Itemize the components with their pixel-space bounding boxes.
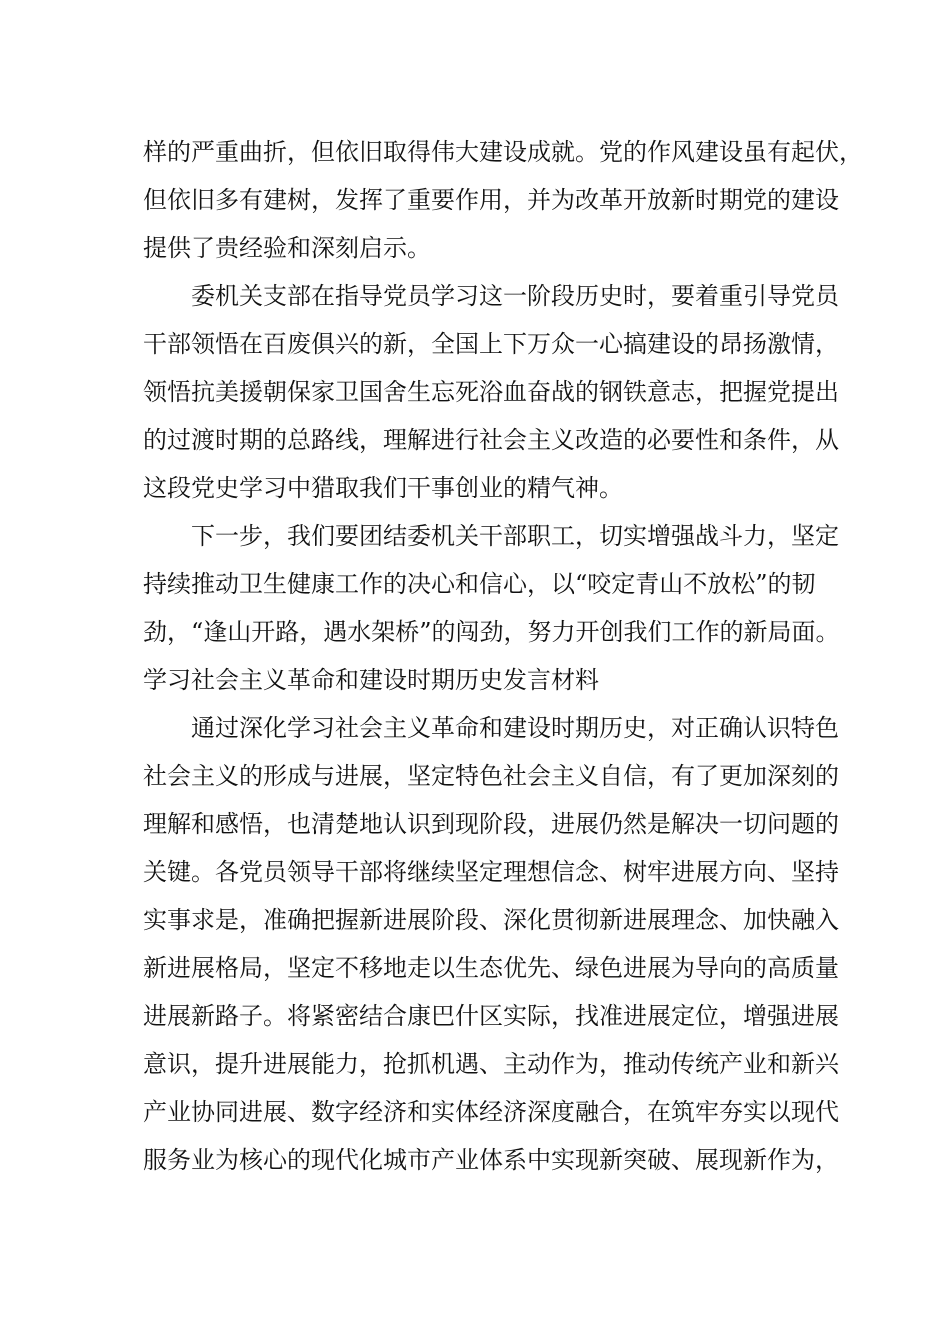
text-line: 实事求是，准确把握新进展阶段、深化贯彻新进展理念、加快融入 <box>143 906 839 934</box>
text-line: 样的严重曲折，但依旧取得伟大建设成就。党的作风建设虽有起伏， <box>143 138 863 166</box>
text-line: 进展新路子。将紧密结合康巴什区实际，找准进展定位，增强进展 <box>143 1002 839 1030</box>
text-line: 理解和感悟，也清楚地认识到现阶段，进展仍然是解决一切问题的 <box>143 810 839 838</box>
text-line: 的过渡时期的总路线，理解进行社会主义改造的必要性和条件，从 <box>143 426 839 454</box>
paragraph-first-line: 通过深化学习社会主义革命和建设时期历史，对正确认识特色 <box>191 714 839 742</box>
text-line: 新进展格局，坚定不移地走以生态优先、绿色进展为导向的高质量 <box>143 954 839 982</box>
text-line: 领悟抗美援朝保家卫国舍生忘死浴血奋战的钢铁意志，把握党提出 <box>143 378 839 406</box>
text-line: 社会主义的形成与进展，坚定特色社会主义自信，有了更加深刻的 <box>143 762 839 790</box>
text-line: 持续推动卫生健康工作的决心和信心，以“咬定青山不放松”的韧 <box>143 570 816 598</box>
text-line: 关键。各党员领导干部将继续坚定理想信念、树牢进展方向、坚持 <box>143 858 839 886</box>
text-line: 干部领悟在百废俱兴的新，全国上下万众一心搞建设的昂扬激情， <box>143 330 839 358</box>
text-line: 这段党史学习中猎取我们干事创业的精气神。 <box>143 474 623 502</box>
document-body <box>143 128 863 1184</box>
text-line: 但依旧多有建树，发挥了重要作用，并为改革开放新时期党的建设 <box>143 186 839 214</box>
paragraph-first-line: 委机关支部在指导党员学习这一阶段历史时，要着重引导党员 <box>191 282 839 310</box>
paragraph-first-line: 下一步，我们要团结委机关干部职工，切实增强战斗力，坚定 <box>191 522 839 550</box>
text-line: 劲，“逢山开路，遇水架桥”的闯劲，努力开创我们工作的新局面。 <box>143 618 840 646</box>
text-line: 意识，提升进展能力，抢抓机遇、主动作为，推动传统产业和新兴 <box>143 1050 839 1078</box>
text-line: 提供了贵经验和深刻启示。 <box>143 234 431 262</box>
text-line: 产业协同进展、数字经济和实体经济深度融合，在筑牢夯实以现代 <box>143 1098 839 1126</box>
section-heading: 学习社会主义革命和建设时期历史发言材料 <box>143 666 599 694</box>
text-line: 服务业为核心的现代化城市产业体系中实现新突破、展现新作为， <box>143 1146 839 1174</box>
